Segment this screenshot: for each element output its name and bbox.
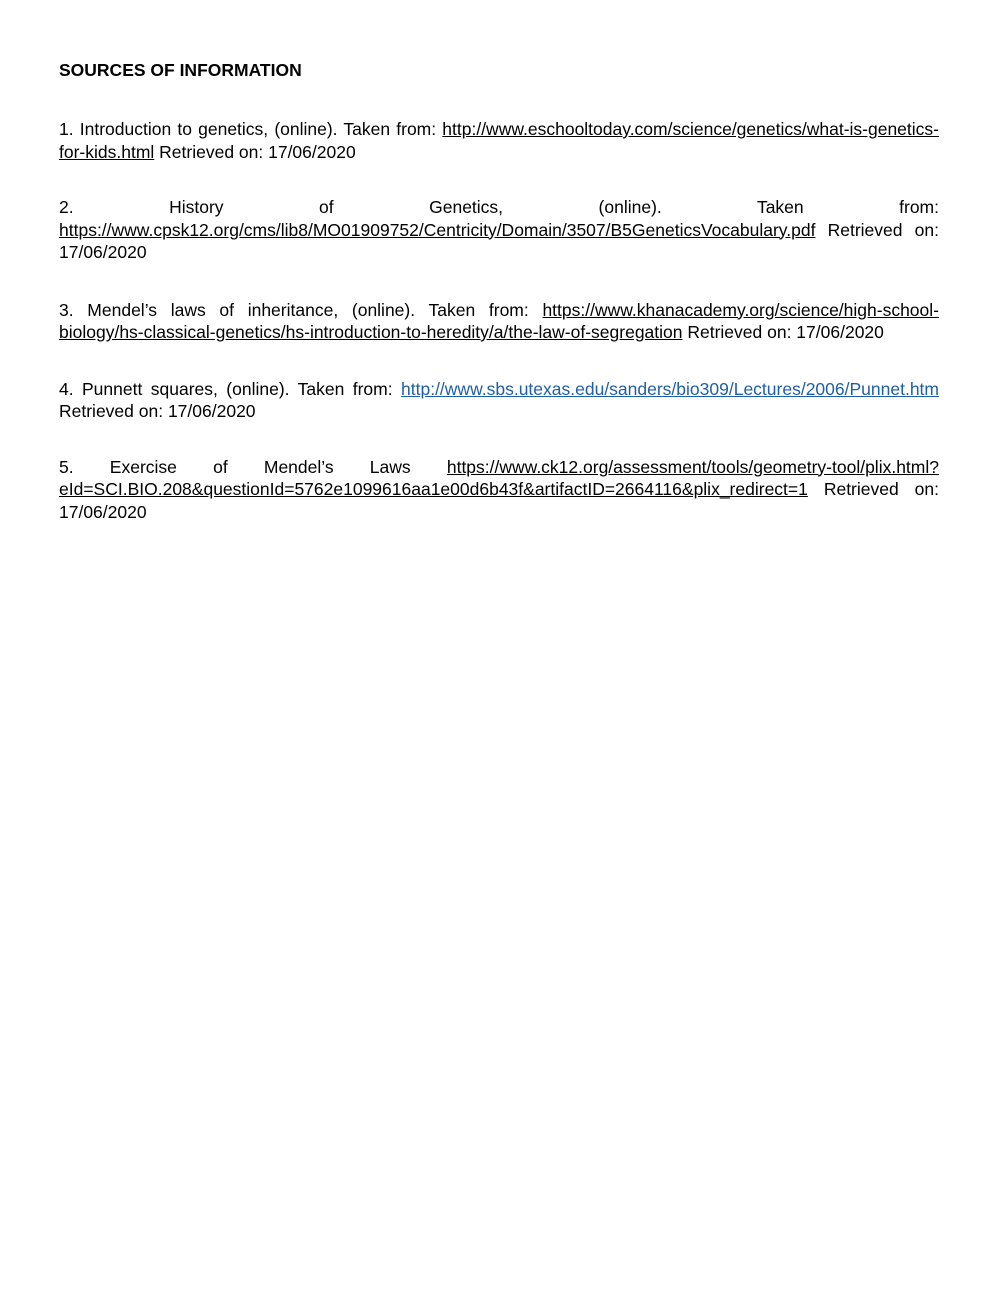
document-page	[59, 58, 939, 557]
reference-5-text: 5. Exercise of Mendel’s Laws	[59, 456, 447, 477]
reference-5-retrieved: Retrieved on: 17/06/2020	[59, 479, 939, 522]
reference-2-retrieved: Retrieved on: 17/06/2020	[59, 219, 939, 262]
reference-1-retrieved: Retrieved on: 17/06/2020	[154, 141, 356, 162]
reference-3-link[interactable]: https://www.khanacademy.org/science/high-school-biology/hs-classical-genetics/hs-introduction-to-heredity/a/the-law-of-segregation	[59, 299, 939, 342]
reference-3-text: 3. Mendel’s laws of inheritance, (online). Taken from:	[59, 299, 543, 320]
page-title: SOURCES OF INFORMATION	[59, 60, 302, 80]
reference-2	[59, 196, 939, 264]
reference-1-link[interactable]: http://www.eschooltoday.com/science/genetics/what-is-genetics-for-kids.html	[59, 119, 939, 162]
reference-4-retrieved: Retrieved on: 17/06/2020	[59, 401, 256, 421]
reference-2-text: 2. History of Genetics, (online). Taken from:	[59, 197, 939, 217]
reference-5-link[interactable]: https://www.ck12.org/assessment/tools/geometry-tool/plix.html?eId=SCI.BIO.208&questionId=5762e1099616aa1e00d6b43f&artifactID=2664116&plix_redirect=1	[59, 456, 939, 499]
reference-3	[59, 299, 939, 344]
reference-3-retrieved: Retrieved on: 17/06/2020	[682, 322, 884, 342]
reference-4-link[interactable]: http://www.sbs.utexas.edu/sanders/bio309/Lectures/2006/Punnet.htm	[401, 378, 939, 399]
reference-5	[59, 456, 939, 524]
reference-1	[59, 118, 939, 163]
reference-1-text: 1. Introduction to genetics, (online). Taken from:	[59, 119, 443, 139]
reference-4	[59, 378, 939, 423]
reference-4-text: 4. Punnett squares, (online). Taken from:	[59, 378, 402, 399]
reference-2-link[interactable]: https://www.cpsk12.org/cms/lib8/MO01909752/Centricity/Domain/3507/B5GeneticsVocabulary.pdf	[59, 219, 816, 240]
